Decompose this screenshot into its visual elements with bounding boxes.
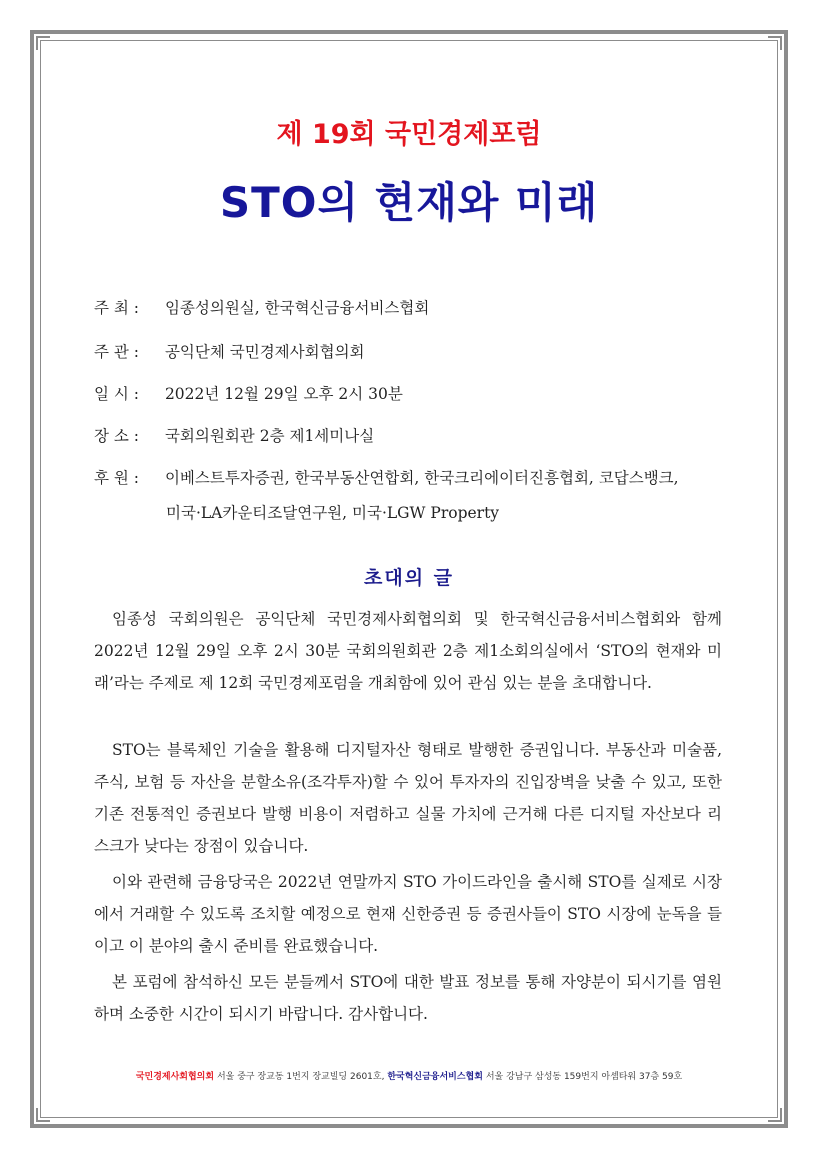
corner-ornament-bottom-right <box>768 1108 782 1122</box>
date-value: 2022년 12월 29일 오후 2시 30분 <box>164 385 403 403</box>
info-row-venue <box>94 424 734 448</box>
sponsor-label: 후 원 : <box>94 469 140 487</box>
info-row-sponsor <box>94 466 734 525</box>
paragraph-text: 이와 관련해 금융당국은 2022년 연말까지 STO 가이드라인을 출시해 STO를 실제로 시장에서 거래할 수 있도록 조치할 예정으로 현재 신한증권 등 증권사들이 STO 시장에 눈독을 들이고 이 분야의 출시 준비를 완료했습니다. <box>94 873 722 955</box>
invitation-paragraph <box>94 866 722 962</box>
sponsor-value-line2: 미국·LA카운티조달연구원, 미국·LGW Property <box>166 504 500 522</box>
invitation-paragraph <box>94 603 722 699</box>
corner-ornament-bottom-left <box>36 1108 50 1122</box>
info-row-host <box>94 296 734 320</box>
corner-ornament-top-right <box>768 36 782 50</box>
footer-org1-address: 서울 중구 장교동 1번지 장교빌딩 2601호, <box>214 1072 388 1082</box>
corner-ornament-top-left <box>36 36 50 50</box>
venue-value: 국회의원회관 2층 제1세미나실 <box>164 427 375 445</box>
sponsor-value-line1: 이베스트투자증권, 한국부동산연합회, 한국크리에이터진흥협회, 코답스뱅크, <box>164 469 679 487</box>
date-label: 일 시 : <box>94 385 140 403</box>
page-title: STO의 현재와 미래 <box>219 178 599 227</box>
footer-address-line <box>0 1069 818 1082</box>
host-label: 주 최 : <box>94 299 140 317</box>
invitation-paragraph <box>94 734 722 862</box>
forum-number-heading: 제 19회 국민경제포럼 <box>276 119 542 150</box>
footer-org1-name: 국민경제사회협의회 <box>135 1072 215 1082</box>
venue-label: 장 소 : <box>94 427 140 445</box>
footer-org2-address: 서울 강남구 삼성동 159번지 아셈타워 37층 59호 <box>482 1072 683 1082</box>
invitation-paragraph <box>94 966 722 1030</box>
footer-org2-name: 한국혁신금융서비스협회 <box>387 1072 483 1082</box>
organizer-value: 공익단체 국민경제사회협의회 <box>164 343 365 361</box>
paragraph-text: 본 포럼에 참석하신 모든 분들께서 STO에 대한 발표 정보를 통해 자양분이 되시기를 염원하며 소중한 시간이 되시기 바랍니다. 감사합니다. <box>94 973 722 1023</box>
organizer-label: 주 관 : <box>94 343 140 361</box>
paragraph-text: STO는 블록체인 기술을 활용해 디지털자산 형태로 발행한 증권입니다. 부동산과 미술품, 주식, 보험 등 자산을 분할소유(조각투자)할 수 있어 투자자의 진입장벽을 낮출 수 있고, 또한 기존 전통적인 증권보다 발행 비용이 저렴하고 실물 가치에 근거해 다른 디지털 자산보다 리스크가 낮다는 장점이 있습니다. <box>94 741 722 855</box>
host-value: 임종성의원실, 한국혁신금융서비스협회 <box>164 299 430 317</box>
info-row-organizer <box>94 340 734 364</box>
invitation-title: 초대의 글 <box>363 567 455 589</box>
info-row-date <box>94 382 734 406</box>
paragraph-text: 임종성 국회의원은 공익단체 국민경제사회협의회 및 한국혁신금융서비스협회와 함께 2022년 12월 29일 오후 2시 30분 국회의원회관 2층 제1소회의실에서 ‘STO의 현재와 미래’라는 주제로 제 12회 국민경제포럼을 개최함에 있어 관심 있는 분을 초대합니다. <box>94 610 722 692</box>
